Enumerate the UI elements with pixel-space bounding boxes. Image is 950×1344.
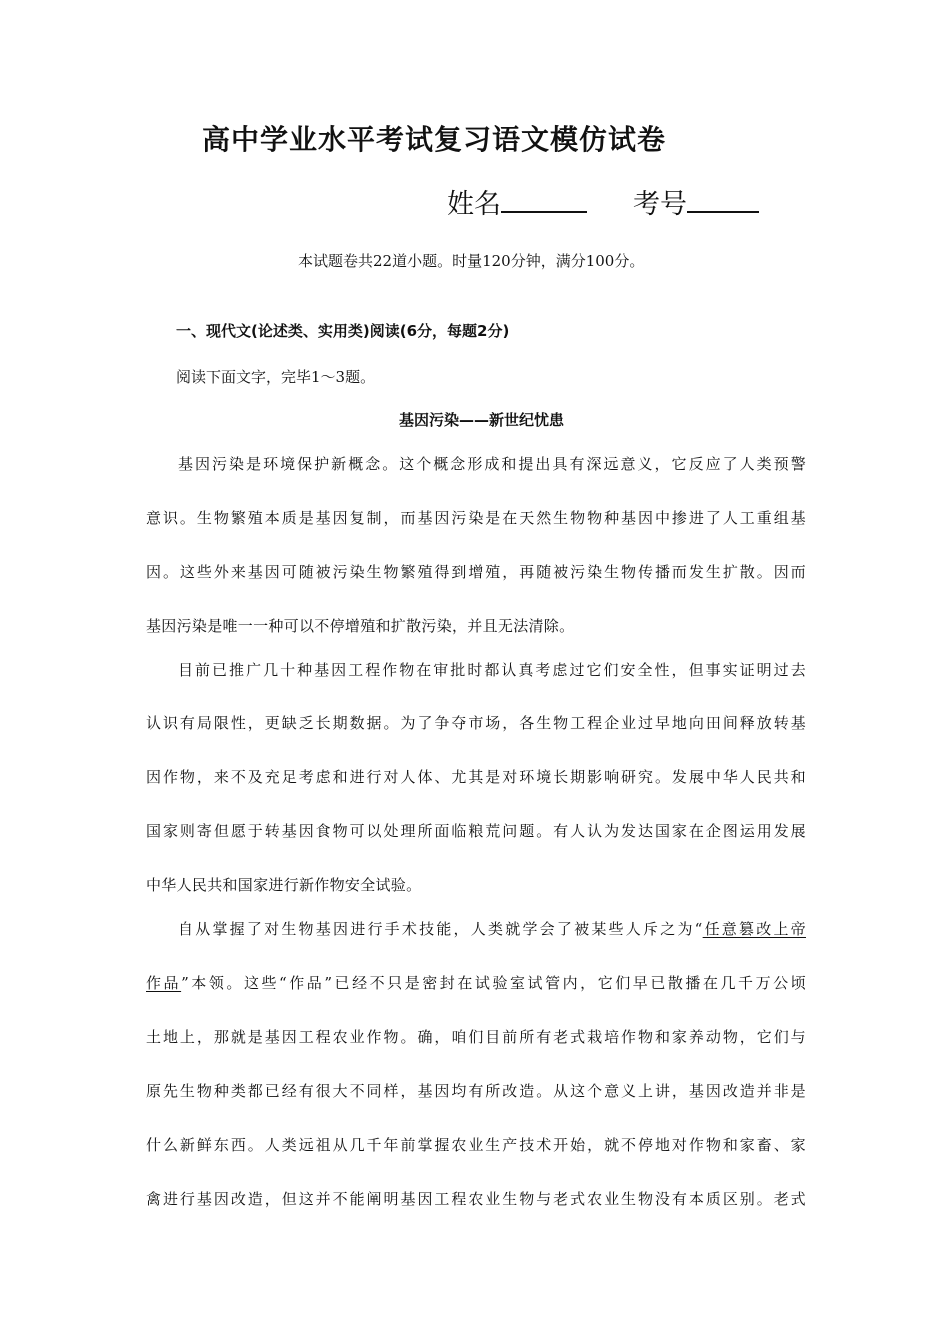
section-instruction: 阅读下面文字，完毕1～3题。 <box>176 368 376 386</box>
id-label: 考号 <box>633 189 687 220</box>
passage-line: 因。这些外来基因可随被污染生物繁殖得到增殖，再随被污染生物传播而发生扩散。因而 <box>146 563 806 581</box>
id-blank <box>687 185 759 213</box>
exam-intro: 本试题卷共22道小题。时量120分钟，满分100分。 <box>298 252 645 270</box>
section-heading: 一、现代文(论述类、实用类)阅读(6分，每题2分) <box>176 322 510 340</box>
passage-line: 什么新鲜东西。人类远祖从几千年前掌握农业生产技术开始，就不停地对作物和家畜、家 <box>146 1136 806 1154</box>
passage-line: 国家则寄但愿于转基因食物可以处理所面临粮荒问题。有人认为发达国家在企图运用发展 <box>146 822 806 840</box>
passage-line: 禽进行基因改造，但这并不能阐明基因工程农业生物与老式农业生物没有本质区别。老式 <box>146 1190 806 1208</box>
passage-line: 原先生物种类都已经有很大不同样，基因均有所改造。从这个意义上讲，基因改造并非是 <box>146 1082 806 1100</box>
passage-line <box>146 972 806 993</box>
passage-line: 认识有局限性，更缺乏长期数据。为了争夺市场，各生物工程企业过早地向田间释放转基 <box>146 714 806 732</box>
passage-line: 意识。生物繁殖本质是基因复制，而基因污染是在天然生物物种基因中掺进了人工重组基 <box>146 509 806 527</box>
underlined-phrase: 任意篡改上帝 <box>702 920 806 938</box>
name-label: 姓名 <box>447 189 501 220</box>
passage-line: 目前已推广几十种基因工程作物在审批时都认真考虑过它们安全性，但事实证明过去 <box>178 661 806 679</box>
passage-title: 基因污染——新世纪忧患 <box>399 411 565 429</box>
underlined-phrase: 作品 <box>146 974 182 992</box>
passage-line <box>178 918 806 939</box>
name-blank <box>501 185 587 213</box>
exam-title: 高中学业水平考试复习语文模仿试卷 <box>202 123 667 156</box>
passage-line: 土地上，那就是基因工程农业作物。确，咱们目前所有老式栽培作物和家养动物，它们与 <box>146 1028 806 1046</box>
name-id-row <box>447 182 759 221</box>
passage-text: ”本领。这些“作品”已经不只是密封在试验室试管内，它们早已散播在几千万公顷 <box>181 974 806 992</box>
passage-text: 自从掌握了对生物基因进行手术技能，人类就学会了被某些人斥之为“ <box>178 920 703 938</box>
passage-line: 中华人民共和国家进行新作物安全试验。 <box>146 876 422 894</box>
passage-line: 因作物，来不及充足考虑和进行对人体、尤其是对环境长期影响研究。发展中华人民共和 <box>146 768 806 786</box>
passage-line: 基因污染是唯一一种可以不停增殖和扩散污染，并且无法清除。 <box>146 617 575 635</box>
passage-line: 基因污染是环境保护新概念。这个概念形成和提出具有深远意义，它反应了人类预警 <box>178 455 806 473</box>
